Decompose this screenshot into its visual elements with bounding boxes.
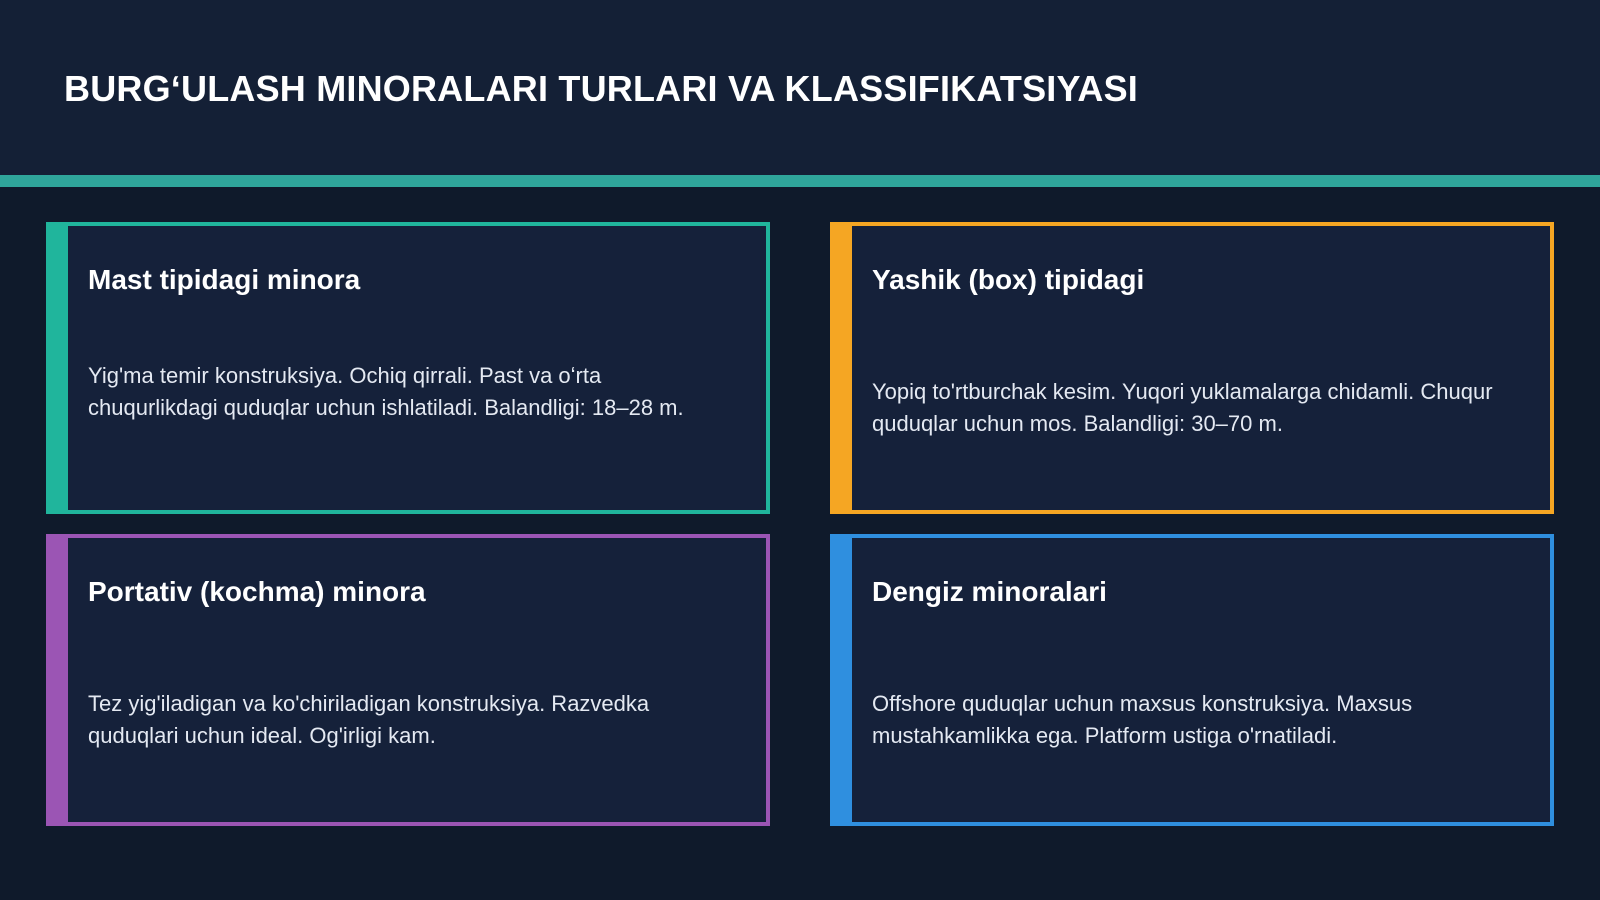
card-description: Yopiq to'rtburchak kesim. Yuqori yuklamalarga chidamli. Chuqur quduqlar uchun mos. Balandligi: 30–70 m. [872, 379, 1493, 436]
card-offshore-tower [830, 534, 1554, 826]
card-accent-bar [46, 534, 68, 826]
slide-title: BURGʻULASH MINORALARI TURLARI VA KLASSIFIKATSIYASI [64, 68, 1139, 109]
card-title: Mast tipidagi minora [88, 264, 361, 295]
card-title: Dengiz minoralari [872, 576, 1107, 607]
card-accent-bar [46, 222, 68, 514]
card-box-tower [830, 222, 1554, 514]
card-description: Offshore quduqlar uchun maxsus konstruksiya. Maxsus mustahkamlikka ega. Platform ustiga o'rnatiladi. [872, 691, 1413, 748]
slide-header [0, 0, 1600, 175]
header-accent-line [0, 175, 1600, 187]
card-accent-bar [830, 534, 852, 826]
card-description: Tez yig'iladigan va ko'chiriladigan konstruksiya. Razvedka quduqlari uchun ideal. Og'irligi kam. [88, 691, 650, 748]
card-portable-tower [46, 534, 770, 826]
card-title: Yashik (box) tipidagi [872, 264, 1145, 295]
card-accent-bar [830, 222, 852, 514]
card-description: Yig'ma temir konstruksiya. Ochiq qirrali. Past va oʻrta chuqurlikdagi quduqlar uchun ishlatiladi. Balandligi: 18–28 m. [88, 363, 684, 420]
card-title: Portativ (kochma) minora [88, 576, 426, 607]
card-mast-tower [46, 222, 770, 514]
